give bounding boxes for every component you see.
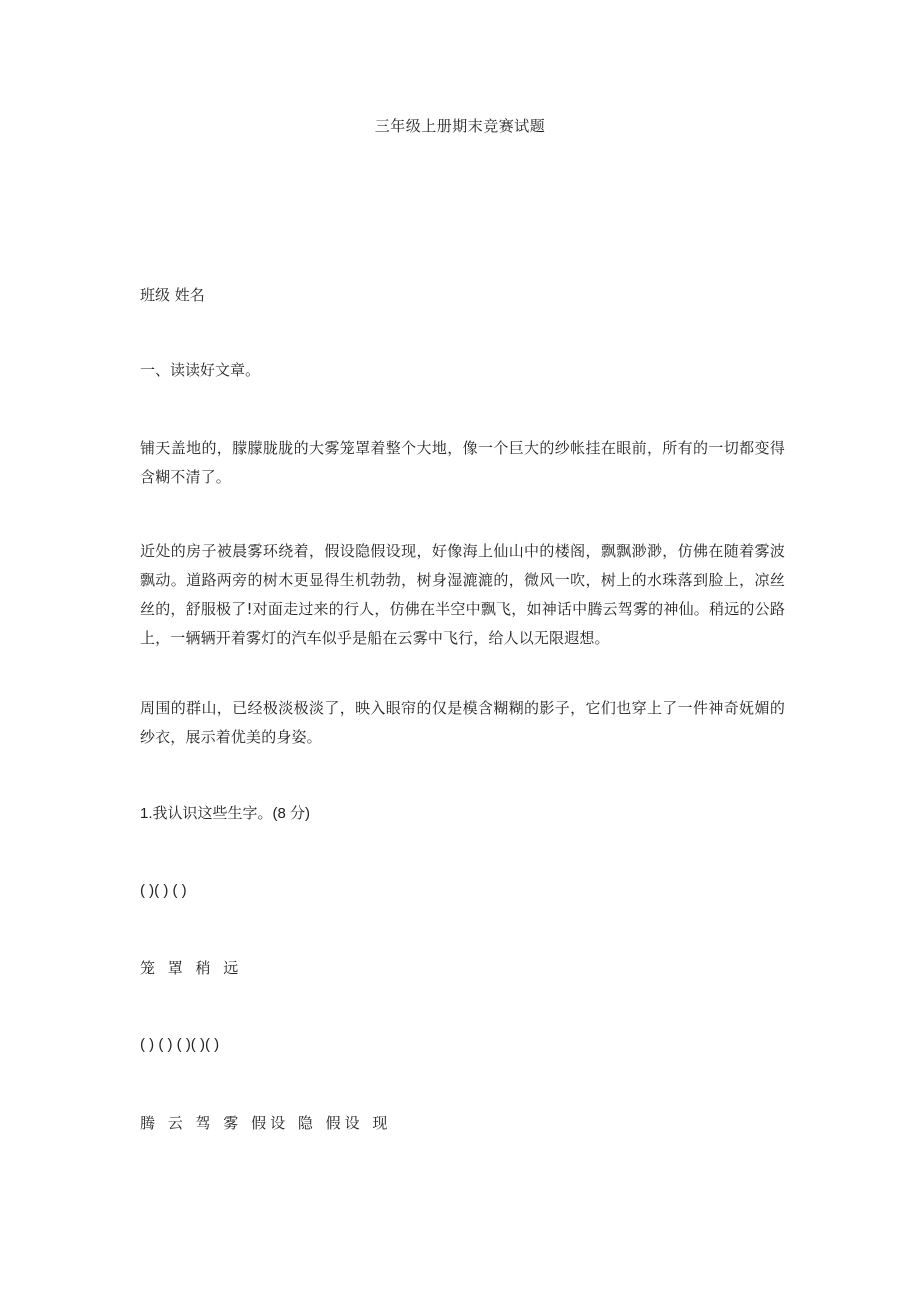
- paragraph-1: 铺天盖地的，朦朦胧胧的大雾笼罩着整个大地，像一个巨大的纱帐挂在眼前，所有的一切都变得含糊不清了。: [140, 439, 785, 486]
- section-1-heading: 一、读读好文章。: [140, 361, 261, 379]
- paragraph-2: 近处的房子被晨雾环绕着，假设隐假设现，好像海上仙山中的楼阁，飘飘渺渺，仿佛在随着雾波飘动。道路两旁的树木更显得生机勃勃，树身湿漉漉的，微风一吹，树上的水珠落到脸上，凉丝丝的，舒服极了!对面走过来的行人，仿佛在半空中飘飞，如神话中腾云驾雾的神仙。稍远的公路上，一辆辆开着雾灯的汽车似乎是船在云雾中飞行，给人以无限遐想。: [140, 542, 785, 647]
- class-name-line: 班级 姓名: [140, 286, 205, 304]
- paragraph-3: 周围的群山，已经极淡极淡了，映入眼帘的仅是模含糊糊的影子，它们也穿上了一件神奇妩媚的纱衣，展示着优美的身姿。: [140, 699, 785, 746]
- blanks-row-1: ( )( ) ( ): [140, 882, 187, 899]
- words-row-2: 腾 云 驾 雾 假设 隐 假设 现: [140, 1114, 392, 1132]
- words-row-1: 笼 罩 稍 远: [140, 959, 243, 977]
- question-1: 1.我认识这些生字。(8 分): [140, 805, 311, 822]
- blanks-row-2: ( ) ( ) ( )( )( ): [140, 1036, 220, 1053]
- document-title: 三年级上册期末竞赛试题: [374, 117, 546, 135]
